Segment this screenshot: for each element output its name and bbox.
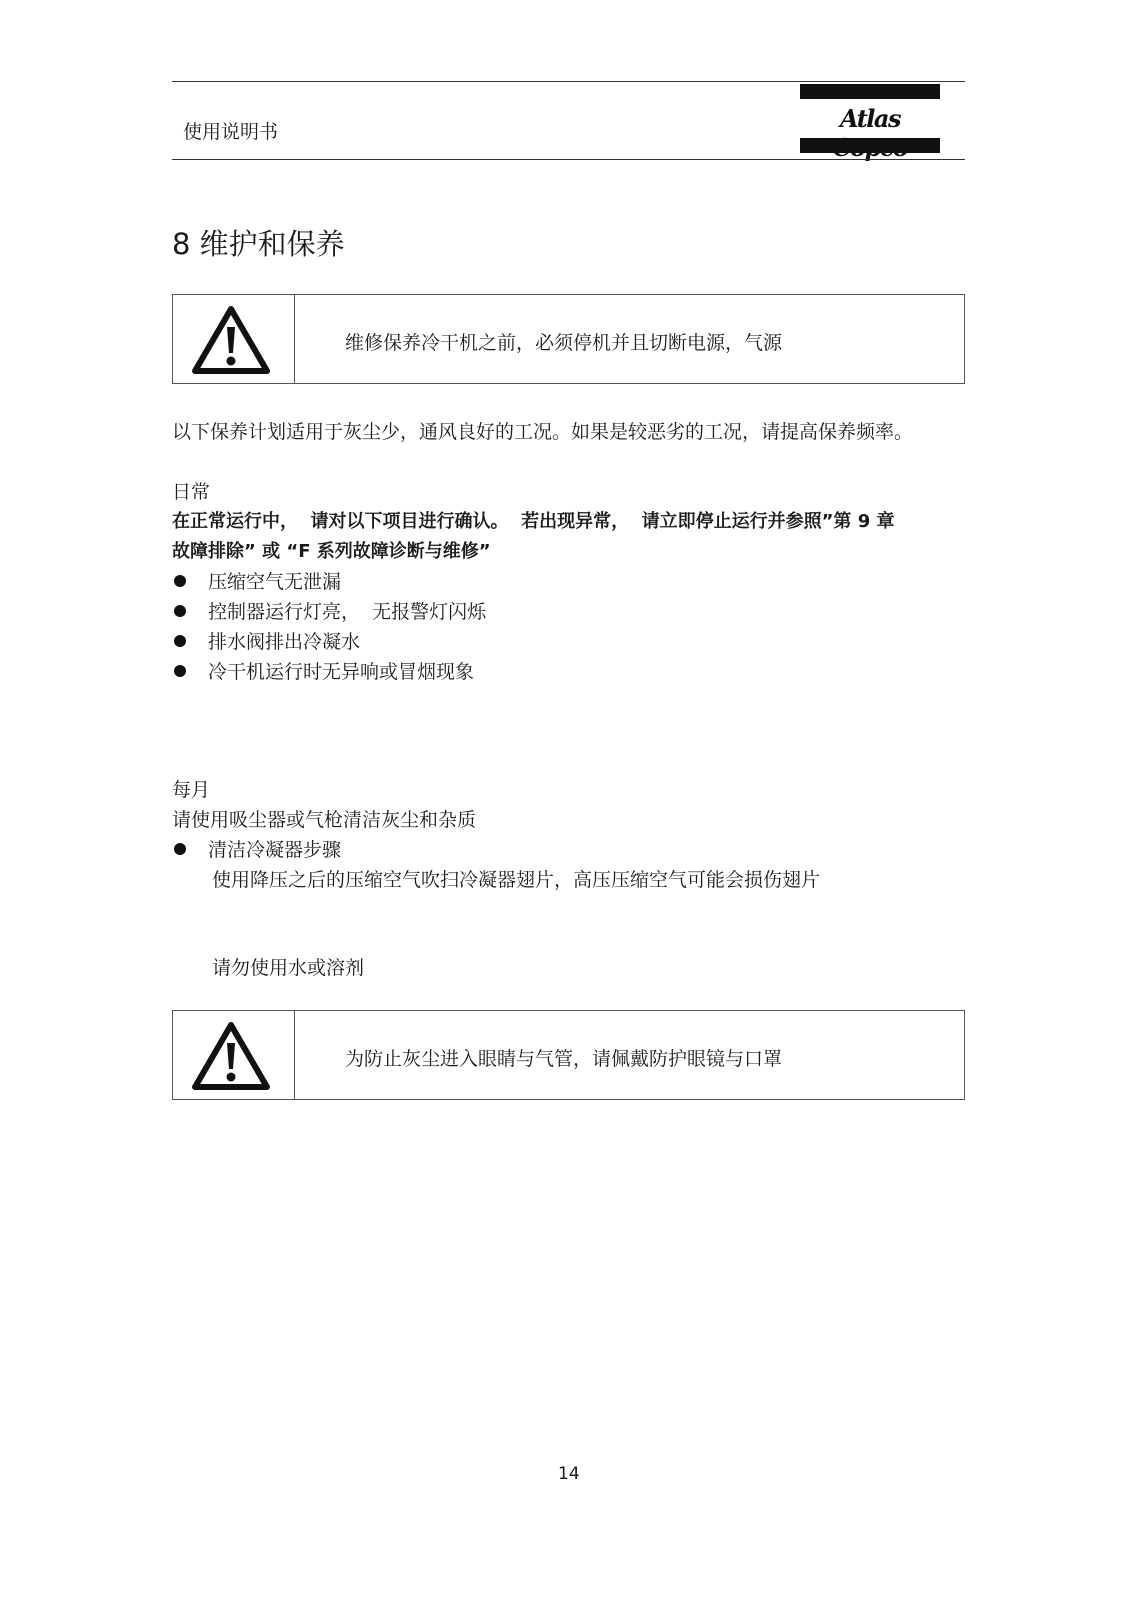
daily-heading: 日常 <box>172 481 211 503</box>
bullet-icon <box>174 635 186 647</box>
intro-paragraph: 以下保养计划适用于灰尘少，通风良好的工况。如果是较恶劣的工况，请提高保养频率。 <box>172 421 914 443</box>
warning-triangle-icon <box>191 305 271 375</box>
header-bottom-rule <box>172 159 965 160</box>
monthly-detail: 使用降压之后的压缩空气吹扫冷凝器翅片，高压压缩空气可能会损伤翅片 <box>212 869 821 891</box>
header-top-rule <box>172 81 965 82</box>
monthly-item-label: 清洁冷凝器步骤 <box>208 839 342 861</box>
header-title: 使用说明书 <box>183 121 279 143</box>
logo-bottom-bar <box>800 138 940 153</box>
warning-box-power <box>172 294 965 384</box>
logo-wordmark: Atlas <box>840 104 900 133</box>
monthly-heading: 每月 <box>172 779 211 801</box>
warning-box-dust <box>172 1010 965 1100</box>
daily-item-label: 排水阀排出冷凝水 <box>208 631 361 653</box>
warning-icon-cell <box>173 1011 295 1099</box>
logo-top-bar <box>800 84 940 99</box>
page-number: 14 <box>558 1464 580 1484</box>
warning-triangle-icon <box>191 1021 271 1091</box>
daily-item-label: 压缩空气无泄漏 <box>208 571 342 593</box>
monthly-instruction: 请使用吸尘器或气枪清洁灰尘和杂质 <box>172 809 477 831</box>
bullet-icon <box>174 605 186 617</box>
bullet-icon <box>174 843 186 855</box>
bullet-icon <box>174 575 186 587</box>
daily-instruction-line2: 故障排除” 或 “F 系列故障诊断与维修” <box>172 541 491 562</box>
daily-item-label: 控制器运行灯亮， 无报警灯闪烁 <box>208 601 487 623</box>
daily-item-label: 冷干机运行时无异响或冒烟现象 <box>208 661 475 683</box>
daily-instruction-line1: 在正常运行中， 请对以下项目进行确认。 若出现异常， 请立即停止运行并参照”第 9 章 <box>172 511 895 532</box>
chapter-title: 8 维护和保养 <box>172 227 345 261</box>
monthly-note: 请勿使用水或溶剂 <box>212 957 365 979</box>
warning-text-power: 维修保养冷干机之前，必须停机并且切断电源，气源 <box>345 332 783 354</box>
warning-text-dust: 为防止灰尘进入眼睛与气管，请佩戴防护眼镜与口罩 <box>345 1048 783 1070</box>
warning-icon-cell <box>173 295 295 383</box>
bullet-icon <box>174 665 186 677</box>
atlas-copco-logo <box>800 84 940 153</box>
